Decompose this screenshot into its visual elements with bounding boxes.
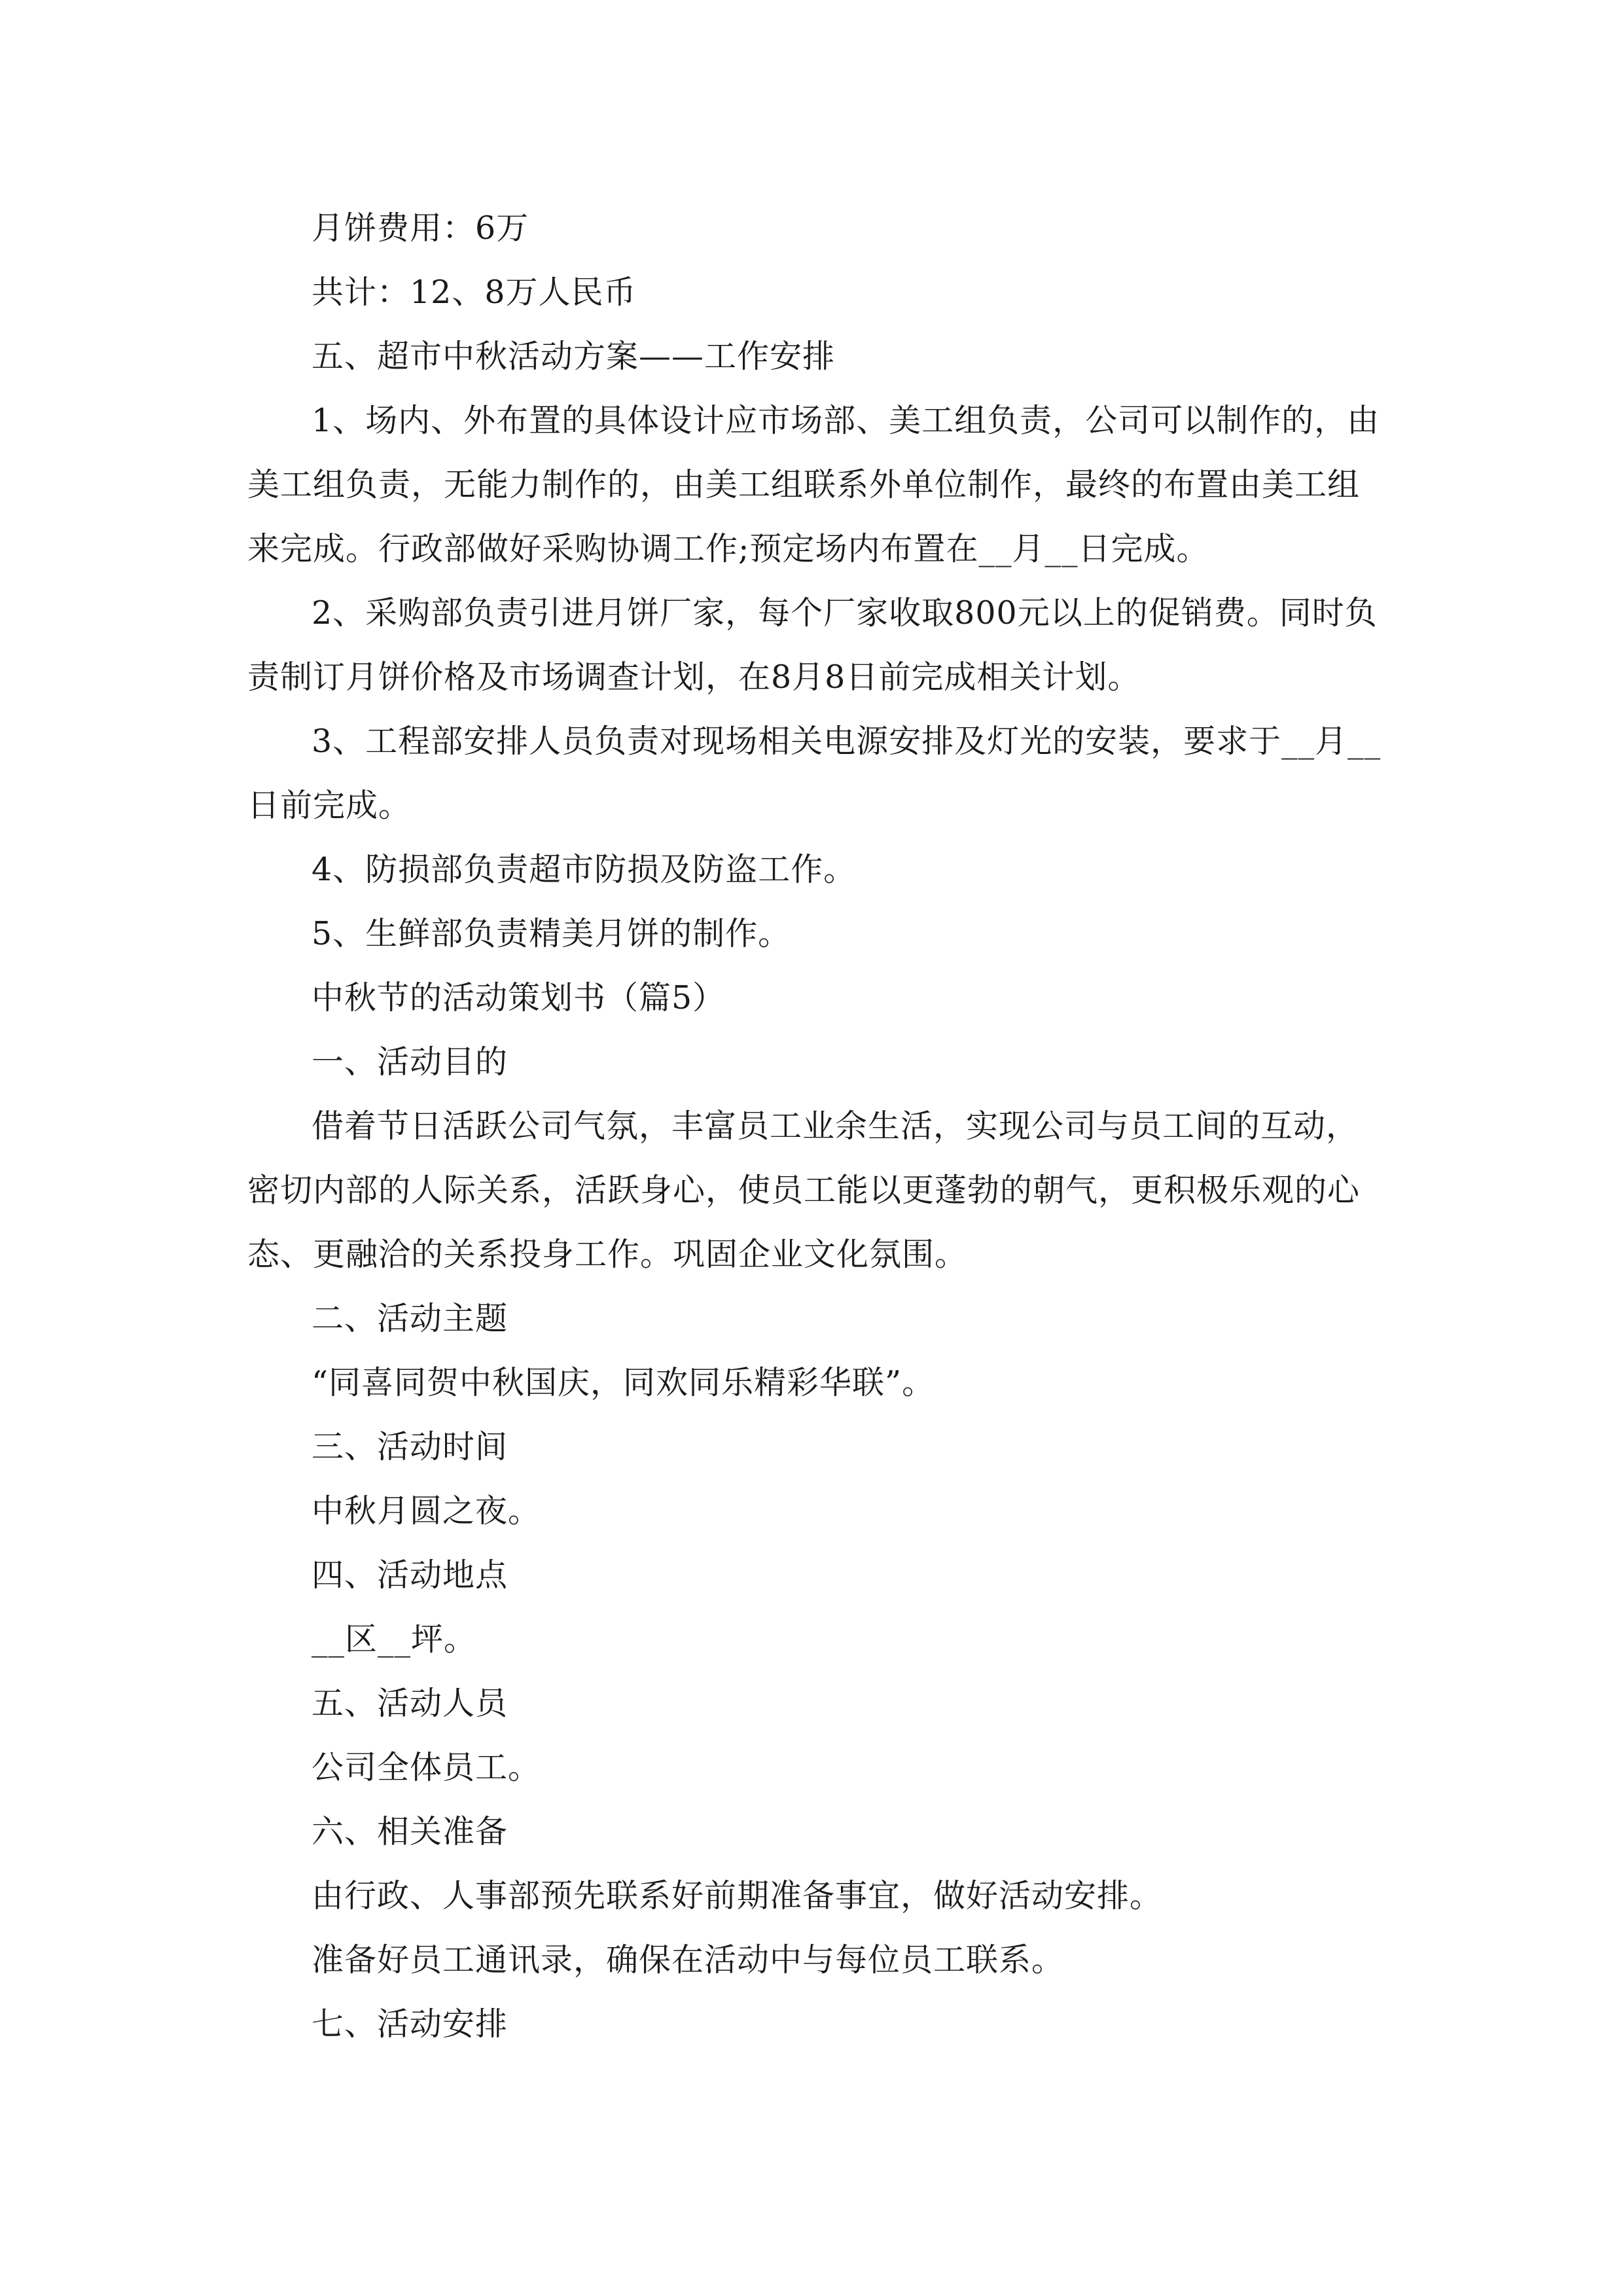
section-heading-location: 四、活动地点 bbox=[312, 1556, 508, 1594]
paragraph-location: __区__坪。 bbox=[312, 1621, 477, 1658]
paragraph-preparation-2: 准备好员工通讯录，确保在活动中与每位员工联系。 bbox=[312, 1941, 1065, 1979]
section-heading-work-arrangement: 五、超市中秋活动方案——工作安排 bbox=[312, 338, 836, 375]
section-heading-theme: 二、活动主题 bbox=[312, 1300, 508, 1337]
section-heading-purpose: 一、活动目的 bbox=[312, 1043, 508, 1081]
document-body bbox=[247, 196, 1389, 2056]
paragraph-purpose: 借着节日活跃公司气氛，丰富员工业余生活，实现公司与员工间的互动，密切内部的人际关系，活跃身心，使员工能以更蓬勃的朝气，更积极乐观的心态、更融洽的关系投身工作。巩固企业文化氛围。 bbox=[247, 1107, 1361, 1273]
paragraph-item-5: 5、生鲜部负责精美月饼的制作。 bbox=[312, 915, 791, 952]
paragraph-mooncake-cost: 月饼费用：6万 bbox=[312, 209, 529, 247]
section-heading-arrangement: 七、活动安排 bbox=[312, 2005, 508, 2043]
paragraph-time: 中秋月圆之夜。 bbox=[312, 1492, 541, 1530]
article-title-part-5: 中秋节的活动策划书（篇5） bbox=[312, 979, 726, 1016]
paragraph-item-1: 1、场内、外布置的具体设计应市场部、美工组负责，公司可以制作的，由美工组负责，无能力制作的，由美工组联系外单位制作，最终的布置由美工组来完成。行政部做好采购协调工作;预定场内布置在__月__日完成。 bbox=[247, 402, 1380, 567]
section-heading-participants: 五、活动人员 bbox=[312, 1685, 508, 1722]
paragraph-item-4: 4、防损部负责超市防损及防盗工作。 bbox=[312, 851, 857, 888]
paragraph-preparation-1: 由行政、人事部预先联系好前期准备事宜，做好活动安排。 bbox=[312, 1877, 1163, 1914]
paragraph-participants: 公司全体员工。 bbox=[312, 1749, 541, 1786]
section-heading-preparation: 六、相关准备 bbox=[312, 1813, 508, 1850]
section-heading-time: 三、活动时间 bbox=[312, 1428, 508, 1465]
paragraph-item-3: 3、工程部安排人员负责对现场相关电源安排及灯光的安装，要求于__月__日前完成。 bbox=[247, 723, 1382, 824]
paragraph-item-2: 2、采购部负责引进月饼厂家，每个厂家收取800元以上的促销费。同时负责制订月饼价格及市场调查计划，在8月8日前完成相关计划。 bbox=[247, 594, 1378, 696]
paragraph-total-cost: 共计：12、8万人民币 bbox=[312, 274, 637, 311]
paragraph-theme: “同喜同贺中秋国庆，同欢同乐精彩华联”。 bbox=[312, 1364, 935, 1401]
